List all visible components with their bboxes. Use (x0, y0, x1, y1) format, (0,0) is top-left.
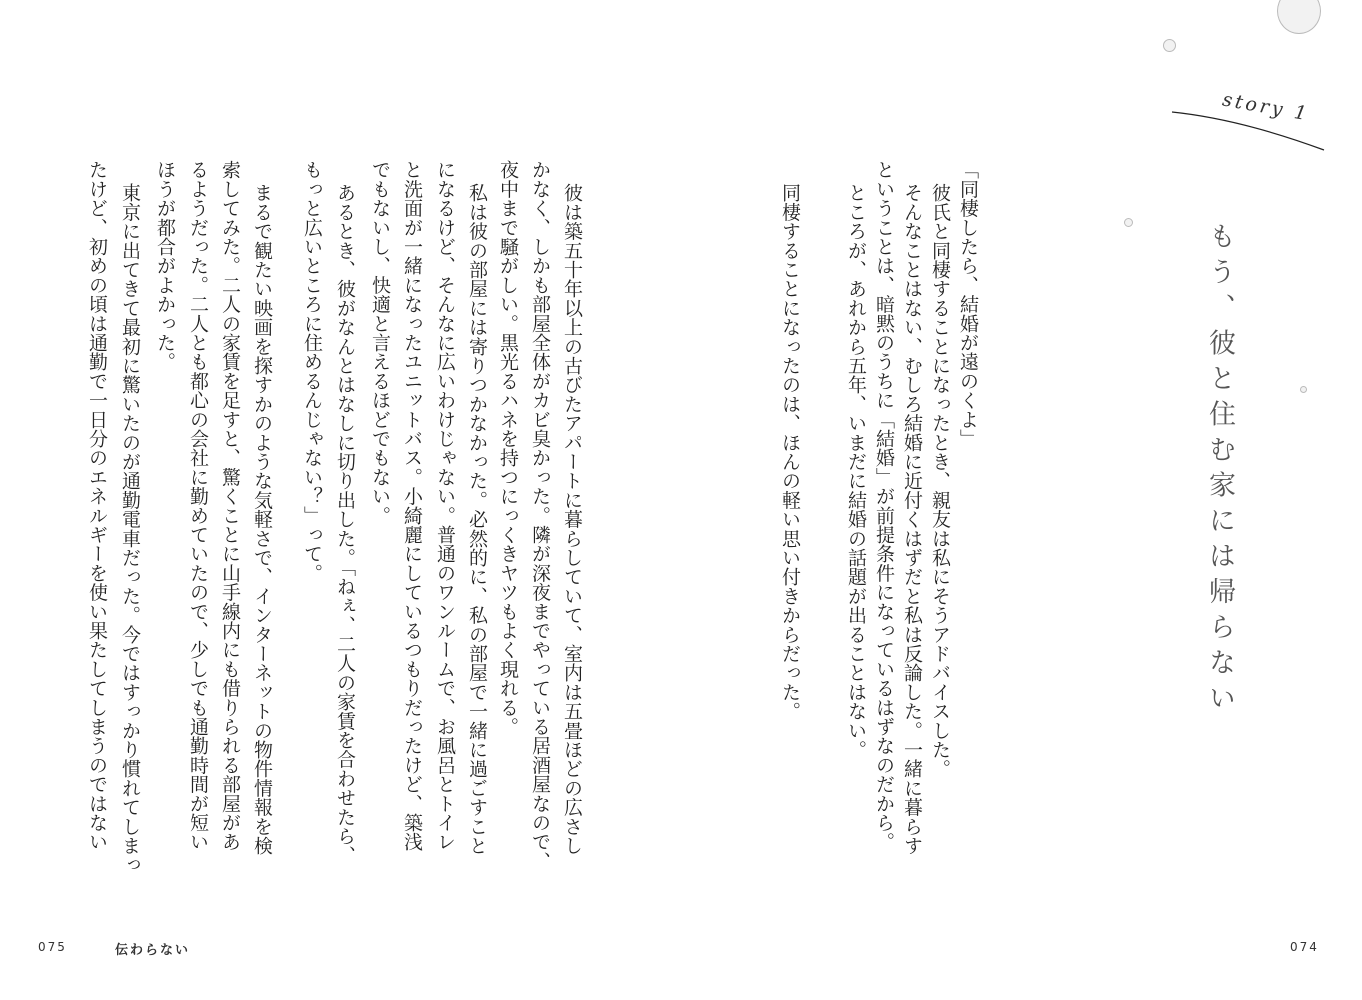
body-line: になるけど、そんなに広いわけじゃない。普通のワンルームで、お風呂とトイレ (434, 160, 456, 852)
body-line: まるで観たい映画を探すかのような気軽さで、インターネットの物件情報を検 (251, 183, 273, 855)
body-line: ほうが都合がよかった。 (154, 160, 176, 372)
body-line: ということは、暗黙のうちに「結婚」が前提条件になっているはずなのだから。 (873, 160, 895, 852)
page-number-right: 074 (1290, 940, 1319, 954)
story-underline (1170, 105, 1330, 155)
body-line: 夜中まで騒がしい。黒光るハネを持つにっくきヤツもよく現れる。 (497, 160, 519, 736)
decorative-circle (1300, 386, 1307, 393)
body-line: るようだった。二人とも都心の会社に勤めていたので、少しでも通勤時間が短い (187, 160, 209, 852)
body-line: かなく、しかも部屋全体がカビ臭かった。隣が深夜までやっている居酒屋なので、 (529, 160, 551, 871)
body-line: 彼は築五十年以上の古びたアパートに暮らしていて、室内は五畳ほどの広さし (561, 183, 583, 855)
body-line: 私は彼の部屋には寄りつかなかった。必然的に、私の部屋で一緒に過ごすこと (466, 183, 488, 855)
body-line: そんなことはない、むしろ結婚に近付くはずだと私は反論した。一緒に暮らす (901, 183, 923, 855)
body-line: でもないし、快適と言えるほどでもない。 (369, 160, 391, 525)
body-line: と洗面が一緒になったユニットバス。小綺麗にしているつもりだったけど、築浅 (401, 160, 423, 852)
running-head: 伝わらない (115, 943, 191, 958)
decorative-circle (1163, 39, 1176, 52)
story-label: story 1 (1220, 88, 1312, 126)
decorative-circle (1124, 218, 1133, 227)
body-line: 東京に出てきて最初に驚いたのが通勤電車だった。今ではすっかり慣れてしまっ (119, 183, 141, 875)
body-line: ところが、あれから五年、いまだに結婚の話題が出ることはない。 (845, 183, 867, 759)
body-line: たけど、初めの頃は通勤で一日分のエネルギーを使い果たしてしまうのではない (86, 160, 108, 852)
chapter-title: もう、彼と住む家には帰らない (1204, 222, 1235, 719)
page-number-left: 075 (38, 940, 67, 954)
body-line: 彼氏と同棲することになったとき、親友は私にそうアドバイスした。 (929, 183, 951, 779)
body-line: 索してみた。二人の家賃を足すと、驚くことに山手線内にも借りられる部屋があ (219, 160, 241, 852)
body-line: もっと広いところに住めるんじゃない？」って。 (301, 160, 323, 583)
body-line: あるとき、彼がなんとはなしに切り出した。「ねぇ、二人の家賃を合わせたら、 (334, 183, 356, 865)
body-line: 「同棲したら、結婚が遠のくよ」 (957, 160, 979, 448)
body-line: 同棲することになったのは、ほんの軽い思い付きからだった。 (779, 183, 801, 721)
decorative-circle (1277, 0, 1321, 34)
